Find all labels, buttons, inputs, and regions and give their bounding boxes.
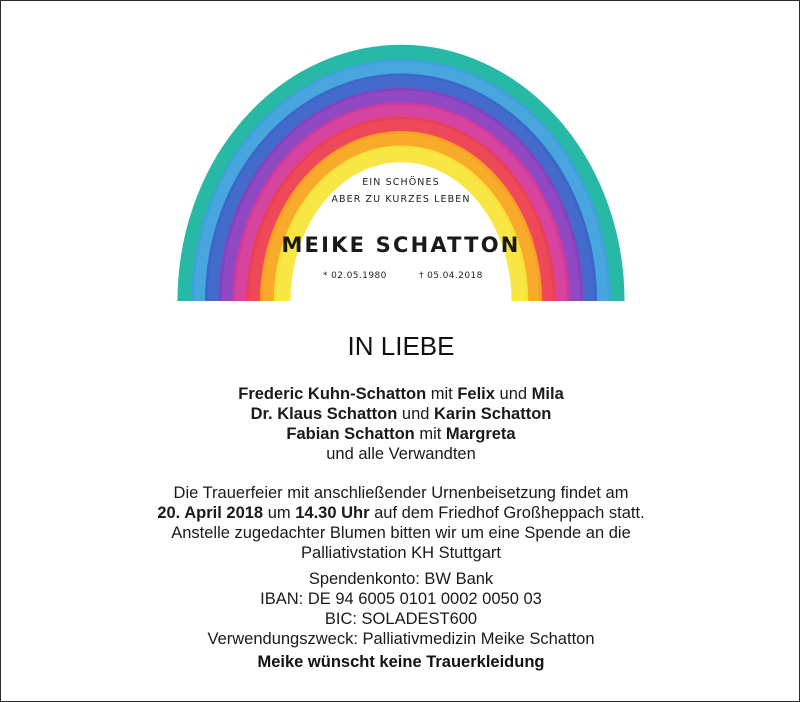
donation-iban: IBAN: DE 94 6005 0101 0002 0050 03	[260, 590, 542, 608]
bold-text: 14.30 Uhr	[295, 504, 370, 522]
mourner-line	[1, 404, 800, 424]
mourner-line	[1, 384, 800, 404]
motto-line-2: ABER ZU KURZES LEBEN	[331, 194, 471, 205]
heading-in-liebe: IN LIEBE	[347, 331, 455, 361]
bold-text: Felix	[457, 385, 495, 403]
birth-date: * 02.05.1980	[323, 271, 387, 281]
ceremony-line	[1, 483, 800, 503]
text: mit	[414, 425, 446, 443]
closing-note: Meike wünscht keine Trauerkleidung	[257, 653, 545, 671]
donation-bic: BIC: SOLADEST600	[324, 610, 478, 628]
text: Anstelle zugedachter Blumen bitten wir um eine Spende an die	[171, 524, 631, 542]
bold-text: Karin Schatton	[434, 405, 552, 423]
ceremony-line	[1, 503, 800, 523]
bold-text: Margreta	[445, 425, 516, 443]
donation-account: Spendenkonto: BW Bank	[308, 570, 494, 588]
text: Palliativstation KH Stuttgart	[301, 544, 501, 562]
text: um	[263, 504, 296, 522]
ceremony-line	[1, 543, 800, 563]
text: auf dem Friedhof Großheppach statt.	[369, 504, 645, 522]
ceremony-block	[1, 483, 800, 563]
bold-text: Frederic Kuhn-Schatton	[238, 385, 427, 403]
text: Die Trauerfeier mit anschließender Urnenbeisetzung findet am	[173, 484, 629, 502]
ceremony-line	[1, 523, 800, 543]
motto-line-1: EIN SCHÖNES	[362, 177, 440, 188]
mourner-line	[1, 444, 800, 464]
text: und alle Verwandten	[326, 445, 476, 463]
bold-text: 20. April 2018	[157, 504, 264, 522]
death-date: † 05.04.2018	[419, 271, 483, 281]
mourners-block	[1, 384, 800, 464]
donation-purpose: Verwendungszweck: Palliativmedizin Meike Schatton	[207, 630, 595, 648]
deceased-name: MEIKE SCHATTON	[281, 233, 521, 257]
text: und	[494, 385, 532, 403]
mourner-line	[1, 424, 800, 444]
bold-text: Dr. Klaus Schatton	[250, 405, 398, 423]
text: und	[397, 405, 435, 423]
rainbow-illustration	[1, 1, 800, 311]
text: mit	[426, 385, 458, 403]
donation-block	[1, 569, 800, 649]
bold-text: Fabian Schatton	[286, 425, 415, 443]
bold-text: Mila	[531, 385, 564, 403]
